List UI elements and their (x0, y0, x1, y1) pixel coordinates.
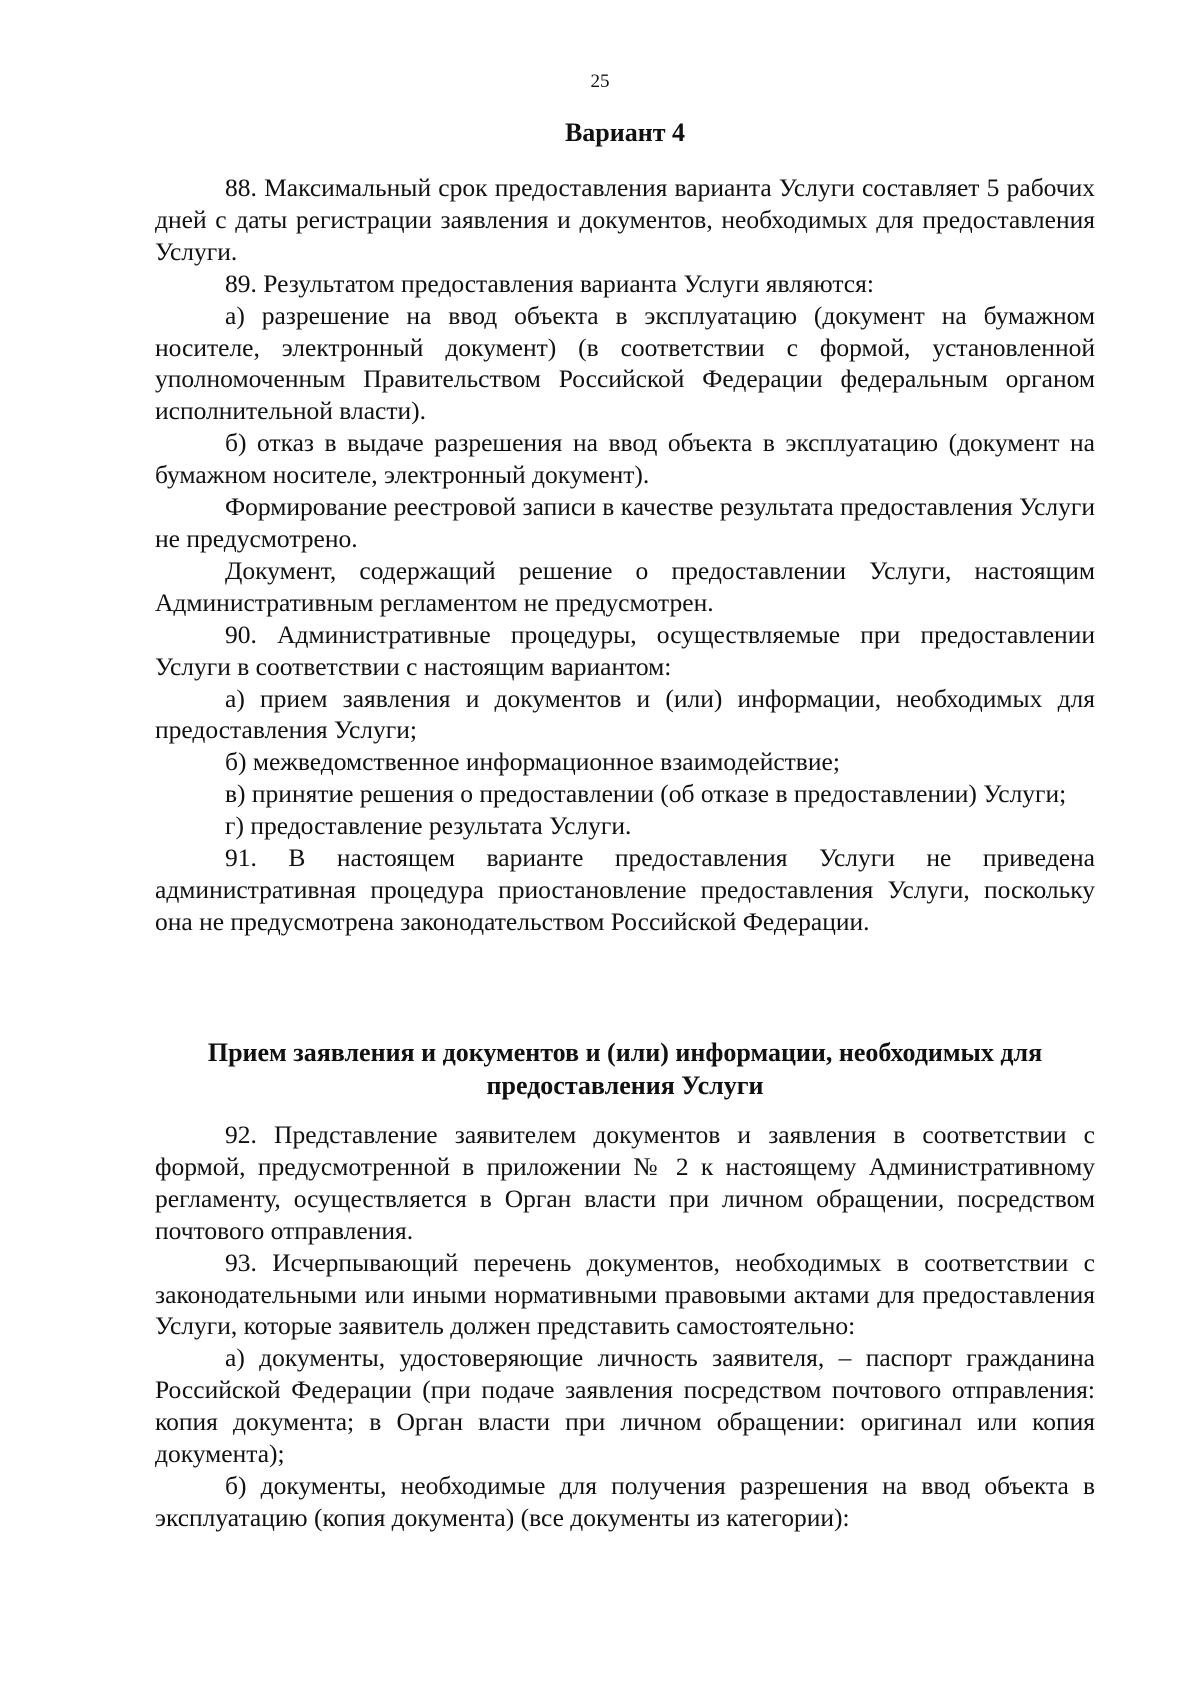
body-block-b (155, 1119, 1095, 1534)
paragraph-89: 89. Результатом предоставления варианта Услуги являются: (225, 268, 874, 298)
subsection-title-line-1: Прием заявления и документов и (или) информации, необходимых для (207, 1038, 1043, 1067)
paragraph-registry-record: Формирование реестровой записи в качестве результата предоставления Услуги не предусмотрено. (155, 492, 1095, 553)
paragraph-90-v: в) принятие решения о предоставлении (об отказе в предоставлении) Услуги; (225, 779, 1067, 809)
paragraph-89-b: б) отказ в выдаче разрешения на ввод объекта в эксплуатацию (документ на бумажном носителе, электронный документ). (155, 428, 1095, 490)
paragraph-93-b: б) документы, необходимые для получения разрешения на ввод объекта в эксплуатацию (копия документа) (все документы из категории): (155, 1470, 1095, 1532)
paragraph-90-g: г) предоставление результата Услуги. (225, 811, 632, 841)
paragraph-88: 88. Максимальный срок предоставления варианта Услуги составляет 5 рабочих дней с даты регистрации заявления и документов, необходимых для предоставления Услуги. (155, 173, 1095, 266)
paragraph-90: 90. Административные процедуры, осуществляемые при предоставлении Услуги в соответствии с настоящим вариантом: (155, 619, 1095, 681)
paragraph-decision-document: Документ, содержащий решение о предоставлении Услуги, настоящим Административным регламентом не предусмотрен. (155, 555, 1095, 617)
section-title: Вариант 4 (564, 118, 686, 147)
paragraph-90-a: а) прием заявления и документов и (или) информации, необходимых для предоставления Услуги; (155, 683, 1095, 745)
paragraph-92: 92. Представление заявителем документов и заявления в соответствии с формой, предусмотренной в приложении № 2 к настоящему Административному регламенту, осуществляется в Орган власти при личном обращении, посредством почтового отправления. (155, 1120, 1095, 1245)
paragraph-90-b: б) межведомственное информационное взаимодействие; (225, 747, 840, 777)
paragraph-91: 91. В настоящем варианте предоставления Услуги не приведена административная процедура приостановление предоставления Услуги, поскольку она не предусмотрена законодательством Российской Федерации. (155, 843, 1095, 936)
paragraph-93: 93. Исчерпывающий перечень документов, необходимых в соответствии с законодательными или иными нормативными правовыми актами для предоставления Услуги, которые заявитель должен представить самостоятельно: (155, 1247, 1095, 1341)
subsection-title-line-2: предоставления Услуги (486, 1071, 764, 1100)
paragraph-93-a: а) документы, удостоверяющие личность заявителя, – паспорт гражданина Российской Федерации (при подаче заявления посредством почтового отправления: копия документа; в Орган власти при личном обращении: оригинал или копия документа); (155, 1343, 1095, 1469)
subsection-title (155, 1036, 1095, 1102)
paragraph-89-a: а) разрешение на ввод объекта в эксплуатацию (документ на бумажном носителе, электронный документ) (в соответствии с формой, установленной уполномоченным Правительством Российской Федерации федеральным органом исполнительной власти). (155, 300, 1095, 426)
body-block-a (155, 172, 1095, 938)
page-number: 25 (590, 71, 610, 92)
